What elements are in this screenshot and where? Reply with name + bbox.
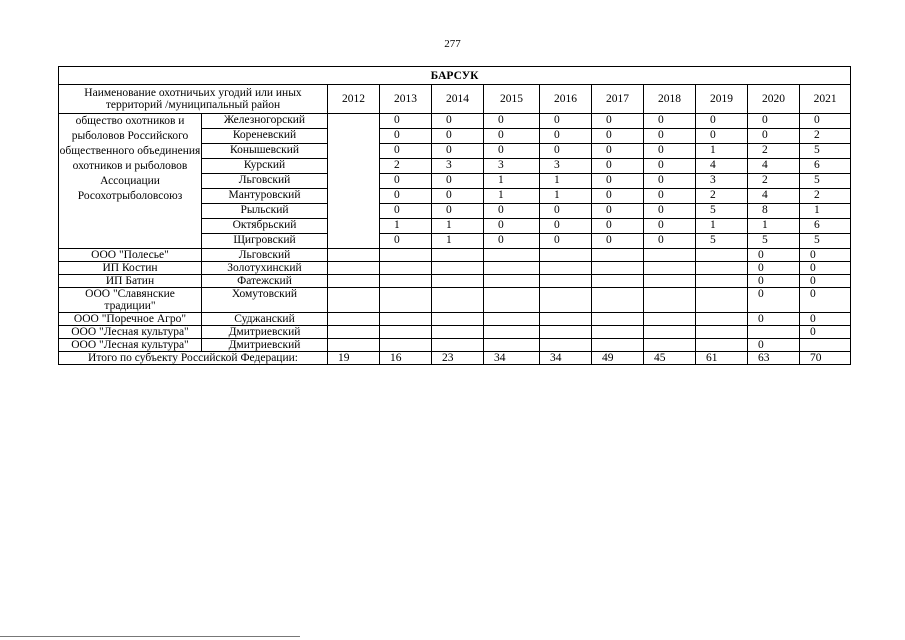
district-cell: Льговский — [202, 174, 328, 189]
value-cell: 2 — [696, 189, 748, 204]
value-cell: 0 — [380, 174, 432, 189]
value-cell: 1 — [432, 234, 484, 249]
value-cell: 0 — [800, 262, 851, 275]
value-cell — [432, 275, 484, 288]
value-cell — [540, 249, 592, 262]
value-cell: 0 — [380, 234, 432, 249]
value-cell — [380, 262, 432, 275]
total-value: 70 — [800, 352, 851, 365]
table-row — [59, 339, 851, 352]
org-cell: ООО "Лесная культура" — [59, 326, 202, 339]
value-cell — [696, 249, 748, 262]
value-cell — [432, 326, 484, 339]
total-label: Итого по субъекту Российской Федерации: — [59, 352, 328, 365]
table-row — [59, 249, 851, 262]
value-cell: 0 — [380, 204, 432, 219]
year-header: 2019 — [696, 85, 748, 114]
value-cell — [592, 313, 644, 326]
value-cell: 0 — [484, 234, 540, 249]
org-cell: ИП Батин — [59, 275, 202, 288]
value-cell: 0 — [644, 174, 696, 189]
value-cell — [328, 275, 380, 288]
value-cell: 0 — [380, 144, 432, 159]
value-cell: 0 — [644, 159, 696, 174]
district-cell: Конышевский — [202, 144, 328, 159]
org-cell: ООО "Поречное Агро" — [59, 313, 202, 326]
value-cell: 0 — [644, 144, 696, 159]
total-value: 19 — [328, 352, 380, 365]
table-row — [59, 114, 851, 129]
district-cell: Октябрьский — [202, 219, 328, 234]
value-cell: 0 — [484, 114, 540, 129]
value-cell — [380, 339, 432, 352]
total-value: 49 — [592, 352, 644, 365]
value-cell: 0 — [380, 114, 432, 129]
value-cell: 5 — [800, 174, 851, 189]
district-cell: Железногорский — [202, 114, 328, 129]
value-cell — [380, 326, 432, 339]
district-cell: Льговский — [202, 249, 328, 262]
year-header: 2014 — [432, 85, 484, 114]
value-cell: 0 — [540, 129, 592, 144]
value-cell — [328, 339, 380, 352]
value-cell — [540, 326, 592, 339]
value-cell: 1 — [484, 189, 540, 204]
value-cell — [644, 313, 696, 326]
table-row — [59, 326, 851, 339]
value-cell: 0 — [540, 144, 592, 159]
total-row — [59, 352, 851, 365]
value-cell: 0 — [800, 288, 851, 313]
value-cell: 1 — [432, 219, 484, 234]
value-cell: 4 — [748, 159, 800, 174]
value-cell — [328, 326, 380, 339]
value-cell: 0 — [432, 129, 484, 144]
value-cell — [328, 262, 380, 275]
value-cell: 0 — [540, 219, 592, 234]
value-cell: 0 — [540, 204, 592, 219]
value-cell — [696, 275, 748, 288]
value-cell: 6 — [800, 159, 851, 174]
value-cell: 4 — [748, 189, 800, 204]
value-cell: 5 — [696, 234, 748, 249]
table-row — [59, 275, 851, 288]
value-cell — [644, 288, 696, 313]
value-cell: 1 — [800, 204, 851, 219]
value-cell — [484, 275, 540, 288]
value-cell — [800, 339, 851, 352]
table-row — [59, 288, 851, 313]
value-cell: 0 — [748, 262, 800, 275]
value-cell: 1 — [748, 219, 800, 234]
value-cell: 0 — [540, 234, 592, 249]
value-cell: 0 — [748, 288, 800, 313]
value-cell: 0 — [748, 339, 800, 352]
badger-table — [58, 66, 851, 365]
value-cell — [748, 326, 800, 339]
value-cell: 0 — [592, 159, 644, 174]
value-cell — [644, 249, 696, 262]
total-value: 23 — [432, 352, 484, 365]
value-cell — [380, 313, 432, 326]
value-cell — [696, 339, 748, 352]
value-cell: 0 — [540, 114, 592, 129]
value-cell: 0 — [644, 189, 696, 204]
value-cell: 0 — [432, 114, 484, 129]
org-cell: ИП Костин — [59, 262, 202, 275]
bottom-rule — [0, 636, 300, 637]
value-cell: 0 — [748, 313, 800, 326]
value-cell — [644, 262, 696, 275]
value-cell: 1 — [540, 189, 592, 204]
table-row — [59, 313, 851, 326]
value-cell: 6 — [800, 219, 851, 234]
org-cell: ООО "Славянские традиции" — [59, 288, 202, 313]
value-cell: 0 — [644, 204, 696, 219]
value-cell — [644, 275, 696, 288]
value-cell: 2 — [800, 189, 851, 204]
value-cell: 0 — [748, 129, 800, 144]
value-cell: 1 — [696, 144, 748, 159]
value-cell: 0 — [432, 204, 484, 219]
total-value: 34 — [484, 352, 540, 365]
value-cell: 0 — [484, 219, 540, 234]
value-cell — [592, 288, 644, 313]
value-cell: 2 — [800, 129, 851, 144]
year-header: 2021 — [800, 85, 851, 114]
value-cell: 0 — [484, 204, 540, 219]
value-cell — [432, 249, 484, 262]
value-cell: 1 — [540, 174, 592, 189]
value-cell: 0 — [380, 129, 432, 144]
value-cell: 2 — [748, 144, 800, 159]
district-cell: Курский — [202, 159, 328, 174]
district-cell: Дмитриевский — [202, 326, 328, 339]
value-cell: 3 — [484, 159, 540, 174]
district-cell: Мантуровский — [202, 189, 328, 204]
value-cell — [592, 249, 644, 262]
year-header: 2015 — [484, 85, 540, 114]
district-cell: Кореневский — [202, 129, 328, 144]
header-name: Наименование охотничьих угодий или иных территорий /муниципальный район — [59, 85, 328, 114]
org-cell: общество охотников и рыболовов Российского общественного объединения охотников и рыболовов Ассоциации Росохотрыболовсоюз — [59, 115, 201, 202]
value-cell — [696, 326, 748, 339]
value-cell: 0 — [592, 204, 644, 219]
year-header: 2012 — [328, 85, 380, 114]
value-cell: 5 — [800, 144, 851, 159]
value-cell: 5 — [696, 204, 748, 219]
value-cell — [484, 262, 540, 275]
value-cell: 0 — [644, 234, 696, 249]
value-cell — [380, 249, 432, 262]
year-header: 2018 — [644, 85, 696, 114]
value-cell — [432, 313, 484, 326]
value-cell: 1 — [380, 219, 432, 234]
value-cell: 3 — [432, 159, 484, 174]
value-cell: 0 — [748, 275, 800, 288]
value-cell: 0 — [644, 219, 696, 234]
org-cell: ООО "Лесная культура" — [59, 339, 202, 352]
district-cell: Суджанский — [202, 313, 328, 326]
value-cell — [432, 262, 484, 275]
value-cell: 2 — [748, 174, 800, 189]
table-title: БАРСУК — [59, 67, 851, 85]
value-cell: 0 — [484, 144, 540, 159]
value-cell — [540, 262, 592, 275]
value-cell — [644, 339, 696, 352]
value-cell — [592, 262, 644, 275]
value-cell — [644, 326, 696, 339]
year-header: 2017 — [592, 85, 644, 114]
table-row — [59, 262, 851, 275]
value-cell: 5 — [800, 234, 851, 249]
value-cell — [328, 114, 380, 249]
value-cell: 0 — [800, 114, 851, 129]
value-cell: 3 — [540, 159, 592, 174]
value-cell — [696, 313, 748, 326]
value-cell — [540, 313, 592, 326]
value-cell — [328, 288, 380, 313]
value-cell — [484, 339, 540, 352]
value-cell — [696, 288, 748, 313]
value-cell — [592, 339, 644, 352]
value-cell — [592, 326, 644, 339]
value-cell: 0 — [432, 144, 484, 159]
page-number: 277 — [444, 38, 461, 50]
value-cell: 0 — [592, 114, 644, 129]
value-cell: 5 — [748, 234, 800, 249]
value-cell: 8 — [748, 204, 800, 219]
value-cell — [484, 313, 540, 326]
value-cell: 3 — [696, 174, 748, 189]
value-cell: 0 — [592, 234, 644, 249]
value-cell: 0 — [696, 129, 748, 144]
value-cell — [484, 326, 540, 339]
total-value: 45 — [644, 352, 696, 365]
value-cell — [380, 275, 432, 288]
year-header: 2016 — [540, 85, 592, 114]
value-cell — [432, 339, 484, 352]
value-cell: 0 — [484, 129, 540, 144]
value-cell: 0 — [380, 189, 432, 204]
value-cell — [328, 249, 380, 262]
org-cell: ООО "Полесье" — [59, 249, 202, 262]
value-cell: 0 — [748, 114, 800, 129]
value-cell: 0 — [696, 114, 748, 129]
value-cell: 0 — [800, 249, 851, 262]
district-cell: Щигровский — [202, 234, 328, 249]
value-cell: 0 — [800, 313, 851, 326]
value-cell — [432, 288, 484, 313]
value-cell: 0 — [748, 249, 800, 262]
value-cell: 0 — [592, 144, 644, 159]
district-cell: Дмитриевский — [202, 339, 328, 352]
value-cell: 0 — [644, 129, 696, 144]
value-cell: 0 — [432, 174, 484, 189]
total-value: 63 — [748, 352, 800, 365]
value-cell: 4 — [696, 159, 748, 174]
value-cell — [380, 288, 432, 313]
value-cell — [328, 313, 380, 326]
district-cell: Хомутовский — [202, 288, 328, 313]
value-cell: 0 — [592, 219, 644, 234]
value-cell: 0 — [592, 174, 644, 189]
value-cell: 1 — [696, 219, 748, 234]
value-cell — [540, 288, 592, 313]
value-cell: 0 — [592, 189, 644, 204]
district-cell: Фатежский — [202, 275, 328, 288]
value-cell — [592, 275, 644, 288]
value-cell: 0 — [800, 326, 851, 339]
value-cell: 0 — [800, 275, 851, 288]
value-cell — [540, 339, 592, 352]
year-header: 2013 — [380, 85, 432, 114]
value-cell: 2 — [380, 159, 432, 174]
district-cell: Рыльский — [202, 204, 328, 219]
total-value: 16 — [380, 352, 432, 365]
year-header: 2020 — [748, 85, 800, 114]
value-cell: 0 — [644, 114, 696, 129]
value-cell — [696, 262, 748, 275]
value-cell: 1 — [484, 174, 540, 189]
total-value: 34 — [540, 352, 592, 365]
value-cell: 0 — [592, 129, 644, 144]
value-cell: 0 — [432, 189, 484, 204]
district-cell: Золотухинский — [202, 262, 328, 275]
total-value: 61 — [696, 352, 748, 365]
value-cell — [540, 275, 592, 288]
value-cell — [484, 288, 540, 313]
value-cell — [484, 249, 540, 262]
